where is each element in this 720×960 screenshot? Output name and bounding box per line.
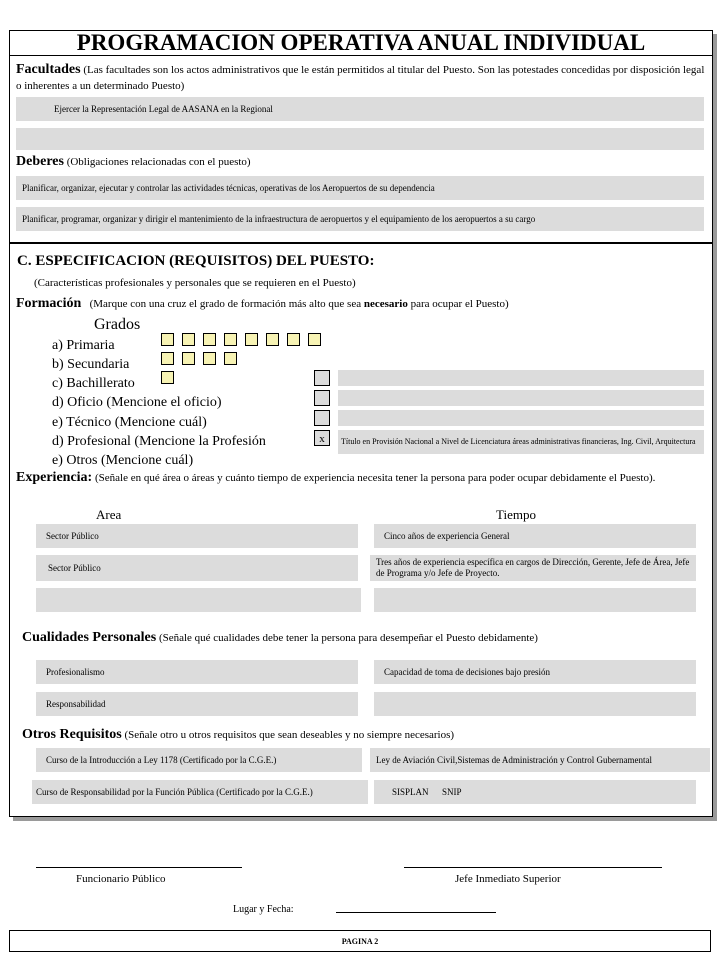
otros-label — [22, 727, 712, 743]
otro-left-text-1: Curso de la Introducción a Ley 1178 (Certificado por la C.G.E.) — [46, 754, 277, 765]
cualidades-heading: Cualidades Personales — [22, 630, 157, 645]
formacion-note-pre: (Marque con una cruz el grado de formación más alto que sea — [89, 298, 364, 310]
especificacion-heading: C. ESPECIFICACION (REQUISITOS) DEL PUESTO: — [17, 253, 375, 269]
otro-right-text-2: SISPLAN SNIP — [392, 786, 462, 797]
tecnico-checkbox[interactable] — [314, 390, 330, 406]
page-number: PAGINA 2 — [341, 936, 379, 946]
level-profesional: d) Profesional (Mencione la Profesión — [52, 434, 266, 449]
otros-note: (Señale otro u otros requisitos que sean deseables y no siempre necesarios) — [124, 729, 455, 741]
otro-right-2[interactable] — [374, 780, 696, 804]
grade-checkbox[interactable] — [266, 333, 279, 346]
facultad-text-1: Ejercer la Representación Legal de AASANA en la Regional — [54, 103, 273, 114]
otro-right-1[interactable] — [370, 748, 710, 772]
exp-area-2[interactable] — [36, 555, 358, 581]
deberes-note: (Obligaciones relacionadas con el puesto) — [66, 156, 251, 168]
level-otros: e) Otros (Mencione cuál) — [52, 453, 194, 468]
facultad-field-2[interactable] — [16, 128, 704, 150]
lugar-fecha-line[interactable] — [336, 912, 496, 913]
cualidad-right-2[interactable] — [374, 692, 696, 716]
formacion-heading: Formación — [16, 296, 82, 311]
col-area-header: Area — [96, 507, 122, 522]
oficio-checkbox[interactable] — [314, 370, 330, 386]
funcionario-label: Funcionario Público — [76, 873, 166, 885]
grade-checkbox[interactable] — [161, 333, 174, 346]
cualidad-left-text-2: Responsabilidad — [46, 698, 106, 709]
exp-area-3[interactable] — [36, 588, 361, 612]
cualidades-label — [22, 630, 712, 646]
deberes-heading: Deberes — [16, 154, 64, 169]
level-secundaria: b) Secundaria — [52, 357, 130, 372]
facultades-heading: Facultades — [16, 62, 81, 77]
formacion-note-bold: necesario — [363, 298, 408, 310]
grade-checkbox[interactable] — [245, 333, 258, 346]
otro-left-text-2: Curso de Responsabilidad por la Función Pública (Certificado por la C.G.E.) — [36, 786, 313, 797]
experiencia-label — [16, 470, 696, 486]
level-oficio: d) Oficio (Mencione el oficio) — [52, 395, 222, 410]
exp-tiempo-text-2: Tres años de experiencia específica en cargos de Dirección, Gerente, Jefe de Área, Jefe de Programa y/o Jefe de Proyecto. — [376, 557, 690, 578]
profesional-field[interactable] — [338, 430, 704, 454]
otros-checkbox[interactable] — [314, 410, 330, 426]
especificacion-note: (Características profesionales y personales que se requieren en el Puesto) — [34, 277, 356, 289]
deberes-label — [16, 154, 706, 170]
grade-checkbox[interactable] — [203, 352, 216, 365]
grados-label: Grados — [94, 316, 141, 333]
deber-field-1[interactable] — [16, 176, 704, 200]
experiencia-heading: Experiencia: — [16, 470, 93, 485]
funcionario-signature-line[interactable] — [36, 867, 242, 868]
profesional-text: Título en Provisión Nacional a Nivel de Licenciatura áreas administrativas financieras, Ing. Civil, Arquitectura — [341, 437, 696, 446]
deber-text-2: Planificar, programar, organizar y dirigir el mantenimiento de la infraestructura de aeropuertos y el equipamiento de los aeropuertos a su cargo — [22, 213, 536, 224]
facultades-label — [16, 62, 706, 94]
otros-heading: Otros Requisitos — [22, 727, 122, 742]
exp-tiempo-text-1: Cinco años de experiencia General — [384, 530, 510, 541]
facultades-note: (Las facultades son los actos administrativos que le están permitidos al titular del Puesto. Son las potestades concedidas por disposición legal o inherentes a un determinado Puesto) — [16, 64, 705, 92]
tecnico-field[interactable] — [338, 390, 704, 406]
lugar-fecha-label: Lugar y Fecha: — [233, 904, 294, 915]
exp-area-text-2: Sector Público — [48, 562, 101, 573]
level-primaria: a) Primaria — [52, 338, 115, 353]
col-tiempo-header: Tiempo — [496, 507, 536, 522]
grade-checkbox[interactable] — [161, 352, 174, 365]
level-bachillerato: c) Bachillerato — [52, 376, 135, 391]
formacion-note-post: para ocupar el Puesto) — [407, 298, 509, 310]
exp-tiempo-3[interactable] — [374, 588, 696, 612]
cualidad-right-1[interactable] — [374, 660, 696, 684]
footer-box — [9, 930, 711, 952]
otros-field[interactable] — [338, 410, 704, 426]
experiencia-note: (Señale en qué área o áreas y cuánto tiempo de experiencia necesita tener la persona para poder ocupar debidamente el Puesto). — [94, 472, 656, 484]
otro-right-text-1: Ley de Aviación Civil,Sistemas de Administración y Control Gubernamental — [376, 754, 653, 765]
exp-tiempo-2[interactable] — [370, 555, 696, 581]
grade-checkbox[interactable] — [287, 333, 300, 346]
exp-area-1[interactable] — [36, 524, 358, 548]
exp-tiempo-1[interactable] — [374, 524, 696, 548]
cualidades-note: (Señale qué cualidades debe tener la persona para desempeñar el Puesto debidamente) — [158, 632, 538, 644]
profesional-checkbox[interactable]: x — [314, 430, 330, 446]
grade-checkbox[interactable] — [224, 352, 237, 365]
grade-checkbox[interactable] — [182, 352, 195, 365]
grade-checkbox[interactable] — [308, 333, 321, 346]
grade-checkbox[interactable] — [161, 371, 174, 384]
formacion-label — [16, 296, 706, 312]
facultad-field-1[interactable] — [16, 97, 704, 121]
page-title: PROGRAMACION OPERATIVA ANUAL INDIVIDUAL — [10, 31, 712, 56]
grade-checkbox[interactable] — [182, 333, 195, 346]
level-tecnico: e) Técnico (Mencione cuál) — [52, 415, 207, 430]
oficio-field[interactable] — [338, 370, 704, 386]
jefe-signature-line[interactable] — [404, 867, 662, 868]
cualidad-left-1[interactable] — [36, 660, 358, 684]
cualidad-left-2[interactable] — [36, 692, 358, 716]
grade-checkbox[interactable] — [203, 333, 216, 346]
deber-field-2[interactable] — [16, 207, 704, 231]
jefe-label: Jefe Inmediato Superior — [455, 873, 561, 885]
cualidad-right-text-1: Capacidad de toma de decisiones bajo presión — [384, 666, 550, 677]
otro-left-1[interactable] — [36, 748, 362, 772]
otro-left-2[interactable] — [32, 780, 368, 804]
grade-checkbox[interactable] — [224, 333, 237, 346]
cualidad-left-text-1: Profesionalismo — [46, 666, 105, 677]
deber-text-1: Planificar, organizar, ejecutar y controlar las actividades técnicas, operativas de los Aeropuertos de su dependencia — [22, 182, 435, 193]
exp-area-text-1: Sector Público — [46, 530, 99, 541]
